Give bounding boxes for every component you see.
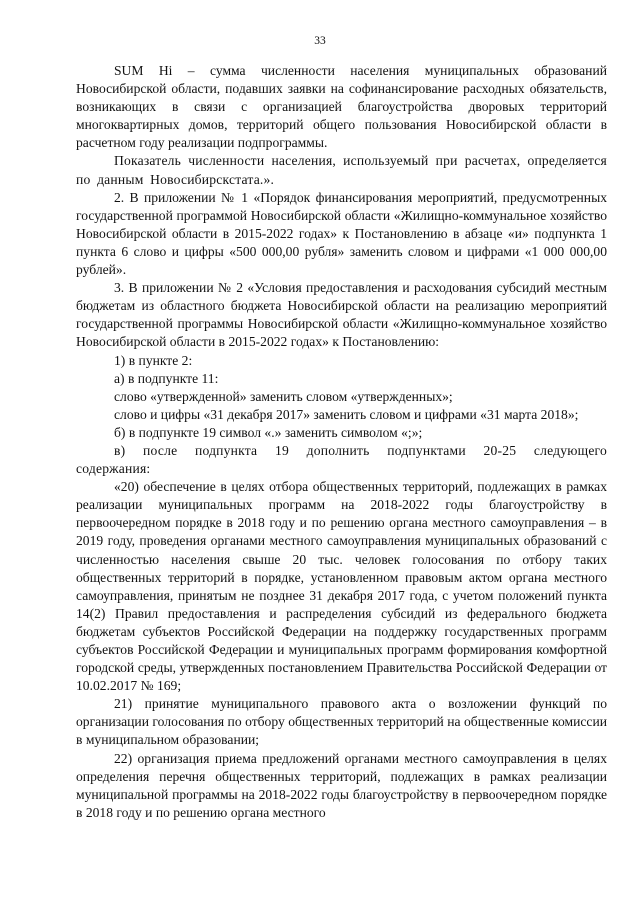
document-body bbox=[76, 62, 607, 822]
paragraph-subitem-22: 22) организация приема предложений органами местного самоуправления в целях определения перечня общественных территорий, подлежащих в рамках реализации муниципальной программы на 2018-2022 годы благоустройству в первоочередном порядке в 2018 году и по решению органа местного bbox=[76, 750, 607, 820]
paragraph-subitem-b: б) в подпункте 19 символ «.» заменить символом «;»; bbox=[114, 424, 423, 440]
paragraph-subitem-v: в) после подпункта 19 дополнить подпунктами 20-25 следующего содержания: bbox=[76, 442, 607, 477]
paragraph-sum-hi-definition: SUM Hi – сумма численности населения муниципальных образований Новосибирской области, подавших заявки на софинансирование расходных обязательств, возникающих в связи с организацией благоустройства дворовых территорий многоквартирных домов, территорий общего пользования Новосибирской области в расчетном году реализации подпрограммы. bbox=[76, 63, 607, 151]
page-number: 33 bbox=[314, 35, 326, 47]
paragraph-subitem-a: а) в подпункте 11: bbox=[114, 370, 219, 386]
paragraph-subitem-1: 1) в пункте 2: bbox=[114, 352, 193, 368]
paragraph-replace-date: слово и цифры «31 декабря 2017» заменить словом и цифрами «31 марта 2018»; bbox=[114, 406, 579, 422]
paragraph-subitem-20: «20) обеспечение в целях отбора общественных территорий, подлежащих в рамках реализации муниципальных программ на 2018-2022 годы благоустройству в первоочередном порядке в 2018 году и по решению органа местного самоуправления – в 2019 году, проведения органами местного самоуправления муниципальных образований с численностью населения свыше 20 тыс. человек голосования по отбору таких общественных территорий в порядке, установленном правовым актом органа местного самоуправления, принятым не позднее 31 декабря 2017 года, с учетом положений пункта 14(2) Правил предоставления и распределения субсидий из федерального бюджета бюджетам субъектов Российской Федерации на поддержку государственных программ субъектов Российской Федерации и муниципальных программ формирования комфортной городской среды, утвержденных постановлением Правительства Российской Федерации от 10.02.2017 № 169; bbox=[76, 479, 607, 694]
paragraph-item-2-appendix-1: 2. В приложении № 1 «Порядок финансирования мероприятий, предусмотренных государственной программой Новосибирской области «Жилищно-коммунальное хозяйство Новосибирской области в 2015-2022 годах» к Постановлению в абзаце «и» подпункта 1 пункта 6 слово и цифры «500 000,00 рубля» заменить словом и цифрами «1 000 000,00 рублей». bbox=[76, 189, 607, 278]
paragraph-population-indicator: Показатель численности населения, используемый при расчетах, определяется по данным Новосибирскстата.». bbox=[76, 153, 607, 187]
paragraph-item-3-appendix-2: 3. В приложении № 2 «Условия предоставления и расходования субсидий местным бюджетам из областного бюджета Новосибирской области на реализацию мероприятий государственной программы Новосибирской области «Жилищно-коммунальное хозяйство Новосибирской области в 2015-2022 годах» к Постановлению: bbox=[76, 280, 607, 350]
paragraph-replace-word: слово «утвержденной» заменить словом «утвержденных»; bbox=[114, 388, 453, 404]
paragraph-subitem-21: 21) принятие муниципального правового акта о возложении функций по организации голосования по отбору общественных территорий на общественные комиссии в муниципальном образовании; bbox=[76, 696, 607, 748]
